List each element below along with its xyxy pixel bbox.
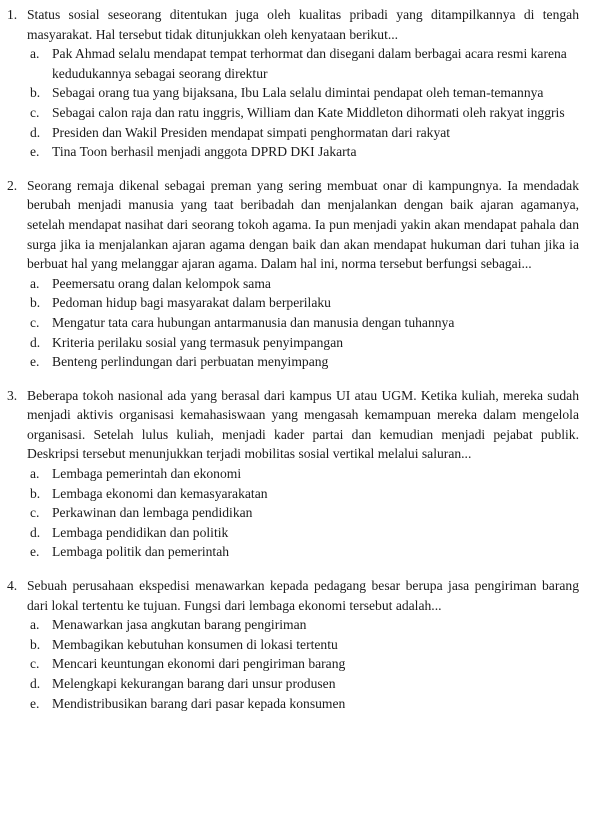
- option-text: Lembaga ekonomi dan kemasyarakatan: [52, 485, 268, 501]
- option-d: [30, 674, 579, 694]
- option-text: Benteng perlindungan dari perbuatan menyimpang: [52, 354, 329, 370]
- option-letter: d.: [30, 124, 41, 140]
- option-text: Menawarkan jasa angkutan barang pengiriman: [52, 617, 307, 633]
- option-text: Perkawinan dan lembaga pendidikan: [52, 505, 253, 521]
- option-letter: b.: [30, 636, 41, 652]
- option-a: [30, 615, 579, 635]
- option-text: Mendistribusikan barang dari pasar kepada konsumen: [52, 695, 346, 711]
- option-letter: c.: [30, 314, 40, 330]
- option-c: [30, 313, 579, 333]
- option-text: Presiden dan Wakil Presiden mendapat simpati penghormatan dari rakyat: [52, 124, 451, 140]
- option-a: [30, 464, 579, 484]
- option-d: [30, 523, 579, 543]
- question-number: 4.: [7, 578, 18, 594]
- option-list: [7, 274, 579, 372]
- option-list: [7, 464, 579, 562]
- option-b: [30, 484, 579, 504]
- option-text: Pedoman hidup bagi masyarakat dalam berperilaku: [52, 295, 331, 311]
- option-text: Peemersatu orang dalan kelompok sama: [52, 275, 271, 291]
- option-text: Mengatur tata cara hubungan antarmanusia dan manusia dengan tuhannya: [52, 314, 455, 330]
- option-text: Pak Ahmad selalu mendapat tempat terhormat dan disegani dalam berbagai acara resmi karena kedudukannya sebagai seorang direktur: [52, 46, 567, 81]
- option-c: [30, 503, 579, 523]
- question-2: [7, 176, 579, 372]
- option-letter: e.: [30, 354, 40, 370]
- question-stem: [7, 576, 579, 615]
- option-letter: a.: [30, 46, 40, 62]
- option-e: [30, 142, 579, 162]
- option-c: [30, 103, 579, 123]
- option-letter: d.: [30, 524, 41, 540]
- option-text: Mencari keuntungan ekonomi dari pengiriman barang: [52, 656, 346, 672]
- option-text: Sebagai calon raja dan ratu inggris, William dan Kate Middleton dihormati oleh rakyat inggris: [52, 104, 565, 120]
- option-letter: c.: [30, 104, 40, 120]
- option-text: Tina Toon berhasil menjadi anggota DPRD DKI Jakarta: [52, 144, 357, 160]
- option-letter: c.: [30, 656, 40, 672]
- option-letter: e.: [30, 144, 40, 160]
- question-text: Sebuah perusahaan ekspedisi menawarkan kepada pedagang besar berupa jasa pengiriman barang dari lokal tertentu ke tujuan. Fungsi dari lembaga ekonomi tersebut adalah...: [27, 578, 579, 613]
- option-letter: e.: [30, 544, 40, 560]
- question-stem: [7, 386, 579, 464]
- option-text: Lembaga pemerintah dan ekonomi: [52, 466, 242, 482]
- option-e: [30, 352, 579, 372]
- option-b: [30, 83, 579, 103]
- option-letter: d.: [30, 334, 41, 350]
- question-stem: [7, 5, 579, 44]
- question-number: 1.: [7, 7, 18, 22]
- option-letter: c.: [30, 505, 40, 521]
- option-list: [7, 615, 579, 713]
- question-1: [7, 5, 579, 162]
- option-d: [30, 123, 579, 143]
- option-e: [30, 542, 579, 562]
- option-text: Membagikan kebutuhan konsumen di lokasi tertentu: [52, 636, 338, 652]
- option-letter: e.: [30, 695, 40, 711]
- option-e: [30, 694, 579, 714]
- option-text: Lembaga pendidikan dan politik: [52, 524, 229, 540]
- option-d: [30, 333, 579, 353]
- option-letter: d.: [30, 676, 41, 691]
- option-text: Melengkapi kekurangan barang dari unsur produsen: [52, 676, 336, 691]
- option-letter: b.: [30, 295, 41, 311]
- option-a: [30, 44, 579, 83]
- option-letter: a.: [30, 466, 40, 482]
- question-number: 3.: [7, 387, 18, 403]
- question-text: Seorang remaja dikenal sebagai preman yang sering membuat onar di kampungnya. Ia mendadak berubah menjadi manusia yang taat beribadah dan menjalankan dengan baik ajaran agamanya, setelah mendapat nasihat dari seorang tokoh agama. Ia pun menjadi yakin akan mendapat pahala dan surga jika ia menjalankan ajaran agama dengan baik dan akan mendapat hukuman dari tuhan jika ia berbuat hal yang melanggar ajaran agama. Dalam hal ini, norma tersebut berfungsi sebagai...: [27, 177, 579, 272]
- option-letter: b.: [30, 85, 41, 101]
- option-letter: b.: [30, 485, 41, 501]
- option-list: [7, 44, 579, 162]
- question-number: 2.: [7, 177, 18, 193]
- option-text: Lembaga politik dan pemerintah: [52, 544, 230, 560]
- option-letter: a.: [30, 275, 40, 291]
- question-3: [7, 386, 579, 562]
- question-stem: [7, 176, 579, 274]
- option-text: Kriteria perilaku sosial yang termasuk penyimpangan: [52, 334, 344, 350]
- option-text: Sebagai orang tua yang bijaksana, Ibu Lala selalu dimintai pendapat oleh teman-temannya: [52, 85, 544, 101]
- option-c: [30, 654, 579, 674]
- option-a: [30, 274, 579, 294]
- question-4: [7, 576, 579, 713]
- option-b: [30, 635, 579, 655]
- option-letter: a.: [30, 617, 40, 633]
- question-text: Beberapa tokoh nasional ada yang berasal dari kampus UI atau UGM. Ketika kuliah, mereka sudah menjadi aktivis organisasi kemahasiswaan yang mengasah kemampuan mereka dalam mengelola organisasi. Setelah lulus kuliah, menjadi kader partai dan kemudian menjadi pejabat publik. Deskripsi tersebut menunjukkan terjadi mobilitas sosial vertikal melalui saluran...: [27, 387, 579, 462]
- option-b: [30, 293, 579, 313]
- question-text: Status sosial seseorang ditentukan juga oleh kualitas pribadi yang ditampilkannya di tengah masyarakat. Hal tersebut tidak ditunjukkan oleh kenyataan berikut...: [27, 7, 579, 42]
